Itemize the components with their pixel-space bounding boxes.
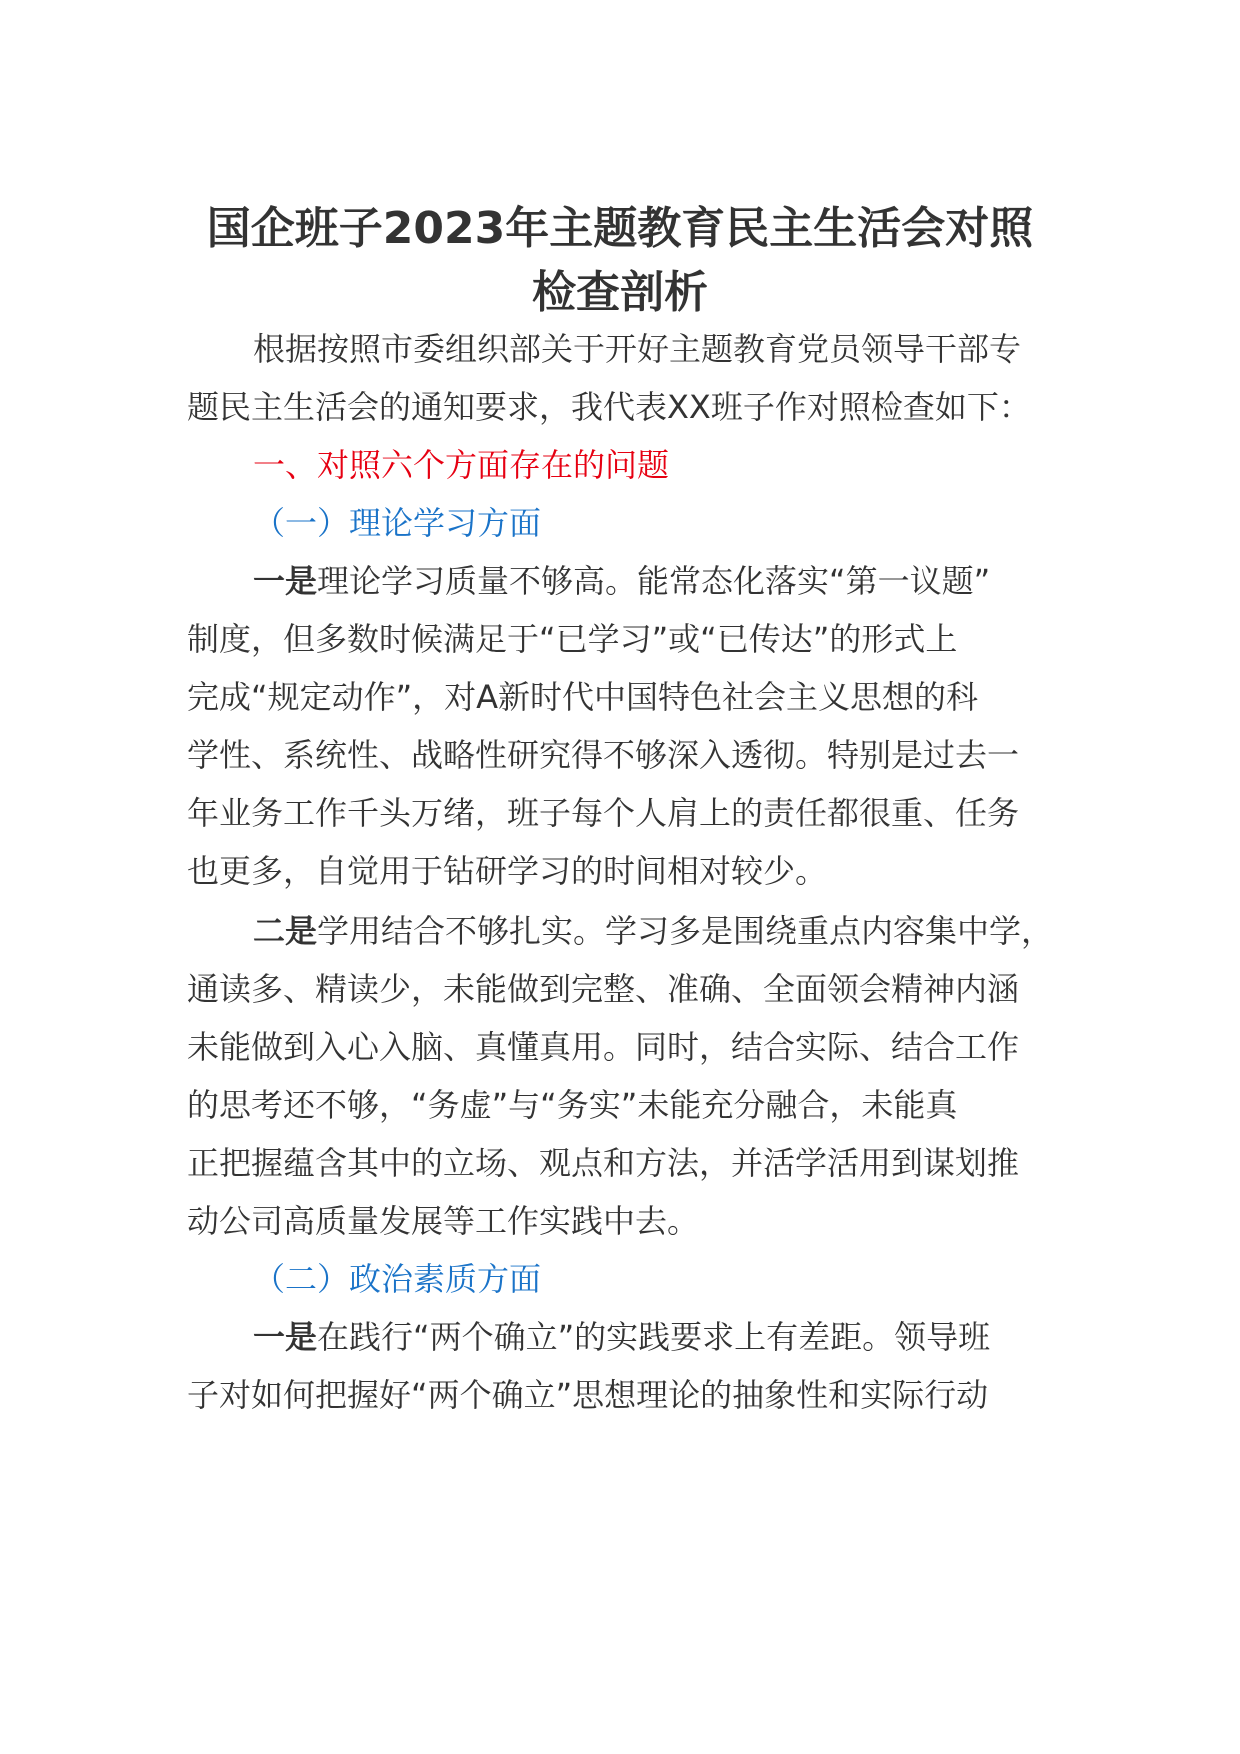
- sub1-paragraph-2-line-4: 的思考还不够，“务虚”与“务实”未能充分融合，未能真: [187, 1086, 958, 1124]
- document-title-line-2: 检查剖析: [532, 267, 708, 318]
- sub1-paragraph-1-line-6: 也更多，自觉用于钻研学习的时间相对较少。: [187, 852, 828, 890]
- sub1-paragraph-1-line-5: 年业务工作千头万绪，班子每个人肩上的责任都很重、任务: [187, 794, 1020, 832]
- paragraph-text: 学用结合不够扎实。学习多是围绕重点内容集中学，: [317, 912, 1054, 950]
- sub1-paragraph-1-line-4: 学性、系统性、战略性研究得不够深入透彻。特别是过去一: [187, 736, 1020, 774]
- intro-line-1: 根据按照市委组织部关于开好主题教育党员领导干部专: [253, 330, 1022, 368]
- sub1-paragraph-2-line-5: 正把握蕴含其中的立场、观点和方法，并活学活用到谋划推: [187, 1144, 1020, 1182]
- subsection-2-heading: （二）政治素质方面: [253, 1260, 542, 1298]
- paragraph-lead: 一是: [253, 562, 318, 600]
- sub2-paragraph-1-line-2: 子对如何把握好“两个确立”思想理论的抽象性和实际行动: [187, 1376, 989, 1414]
- sub1-paragraph-2-line-1: [253, 909, 1053, 953]
- subsection-1-heading: （一）理论学习方面: [253, 504, 542, 542]
- section-1-heading: 一、对照六个方面存在的问题: [253, 446, 670, 484]
- paragraph-lead: 一是: [253, 1318, 318, 1356]
- sub1-paragraph-1-line-3: 完成“规定动作”，对A新时代中国特色社会主义思想的科: [187, 678, 979, 716]
- sub2-paragraph-1-line-1: [253, 1315, 990, 1359]
- sub1-paragraph-2-line-3: 未能做到入心入脑、真懂真用。同时，结合实际、结合工作: [187, 1028, 1020, 1066]
- intro-line-2: 题民主生活会的通知要求，我代表XX班子作对照检查如下：: [187, 388, 1031, 426]
- sub1-paragraph-2-line-6: 动公司高质量发展等工作实践中去。: [187, 1202, 700, 1240]
- paragraph-lead: 二是: [253, 912, 318, 950]
- sub1-paragraph-1-line-1: [253, 559, 990, 603]
- sub1-paragraph-2-line-2: 通读多、精读少，未能做到完整、准确、全面领会精神内涵: [187, 970, 1020, 1008]
- sub1-paragraph-1-line-2: 制度，但多数时候满足于“已学习”或“已传达”的形式上: [187, 620, 958, 658]
- paragraph-text: 在践行“两个确立”的实践要求上有差距。领导班: [317, 1318, 991, 1356]
- document-title-line-1: 国企班子2023年主题教育民主生活会对照: [206, 203, 1034, 254]
- paragraph-text: 理论学习质量不够高。能常态化落实“第一议题”: [317, 562, 991, 600]
